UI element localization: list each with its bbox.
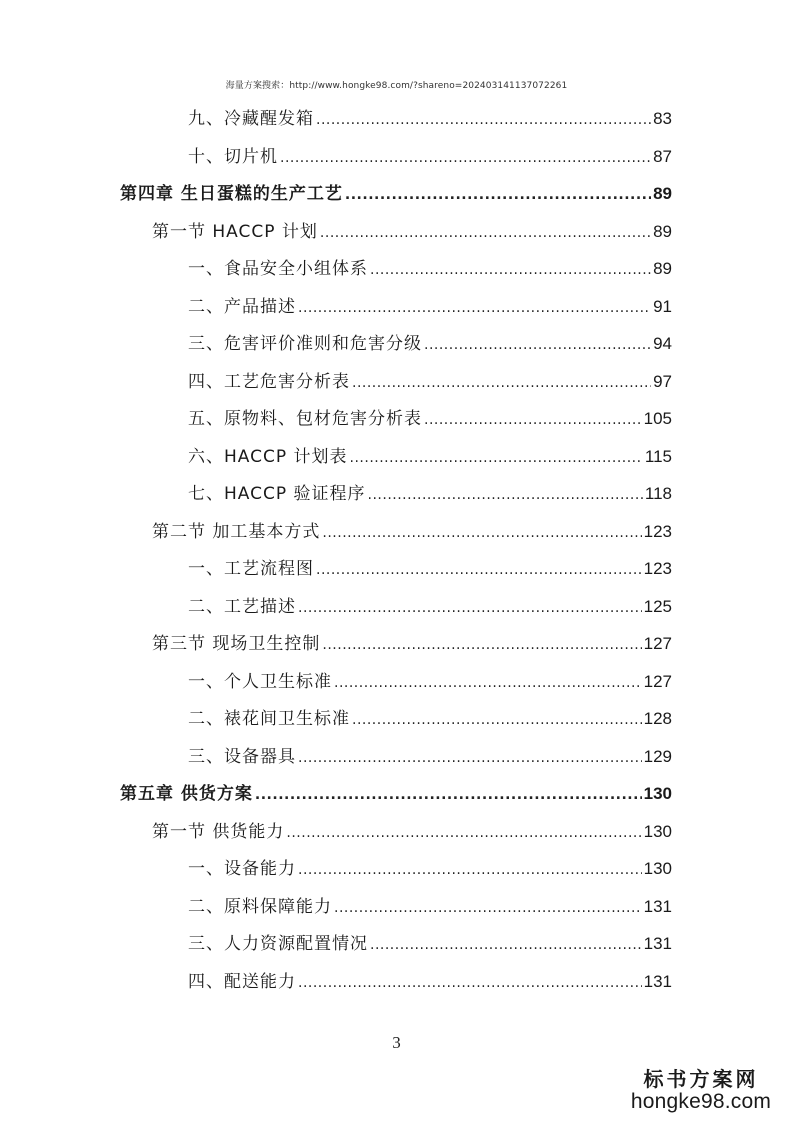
toc-entry[interactable] xyxy=(188,893,672,921)
toc-entry[interactable] xyxy=(188,968,672,996)
toc-entry[interactable] xyxy=(188,855,672,883)
toc-dot-leader xyxy=(298,594,642,622)
toc-entry-page: 83 xyxy=(653,109,672,128)
toc-dot-leader xyxy=(424,406,642,434)
toc-entry-title: 二、产品描述 xyxy=(188,296,296,317)
toc-dot-leader xyxy=(280,144,651,172)
toc-dot-leader xyxy=(255,781,642,809)
toc-entry-page: 89 xyxy=(653,184,672,203)
toc-entry[interactable] xyxy=(188,330,672,358)
toc-dot-leader xyxy=(370,256,651,284)
toc-entry-title: 六、HACCP 计划表 xyxy=(188,446,348,467)
toc-entry[interactable] xyxy=(188,593,672,621)
toc-dot-leader xyxy=(298,294,651,322)
toc-entry-page: 129 xyxy=(643,746,672,766)
toc-entry-page: 105 xyxy=(643,409,672,428)
toc-entry-page: 131 xyxy=(643,934,672,953)
toc-entry[interactable] xyxy=(188,405,672,433)
toc-entry-title: 第一节 HACCP 计划 xyxy=(152,221,318,242)
toc-entry[interactable] xyxy=(120,180,672,208)
toc-entry[interactable] xyxy=(188,480,672,508)
toc-entry-page: 87 xyxy=(653,146,672,166)
toc-entry-title: 一、个人卫生标准 xyxy=(188,671,332,692)
toc-entry-title: 五、原物料、包材危害分析表 xyxy=(188,409,422,429)
toc-dot-leader xyxy=(334,669,642,697)
page-number: 3 xyxy=(392,1033,401,1052)
toc-dot-leader xyxy=(370,931,642,959)
toc-dot-leader xyxy=(298,744,642,772)
toc-entry-title: 第二节 加工基本方式 xyxy=(152,521,321,542)
toc-entry-page: 130 xyxy=(643,821,672,841)
toc-entry-title: 三、设备器具 xyxy=(188,746,296,767)
toc-entry[interactable] xyxy=(188,105,672,133)
toc-entry-page: 115 xyxy=(644,446,672,466)
toc-entry-title: 第一节 供货能力 xyxy=(152,821,285,842)
toc-entry-title: 第三节 现场卫生控制 xyxy=(152,634,321,654)
toc-entry-page: 125 xyxy=(643,596,672,616)
toc-entry-page: 97 xyxy=(653,371,672,391)
watermark xyxy=(621,1068,781,1114)
toc-dot-leader xyxy=(286,819,641,847)
toc-entry-title: 第五章 供货方案 xyxy=(120,784,253,804)
toc-dot-leader xyxy=(298,969,642,997)
toc-entry[interactable] xyxy=(152,630,672,658)
toc-entry-page: 130 xyxy=(643,859,672,878)
toc-entry-page: 127 xyxy=(643,671,672,691)
toc-entry[interactable] xyxy=(188,555,672,583)
toc-entry[interactable] xyxy=(188,143,672,171)
toc-entry[interactable] xyxy=(188,668,672,696)
watermark-brand: 标书方案网 xyxy=(643,1067,759,1091)
toc-dot-leader xyxy=(352,369,651,397)
toc-entry-title: 三、人力资源配置情况 xyxy=(188,934,368,954)
toc-entry[interactable] xyxy=(152,518,672,546)
toc-dot-leader xyxy=(322,631,641,659)
toc-entry-page: 128 xyxy=(643,709,672,728)
toc-entry[interactable] xyxy=(188,705,672,733)
toc-entry-page: 123 xyxy=(643,521,672,541)
toc-dot-leader xyxy=(298,856,642,884)
toc-dot-leader xyxy=(322,519,641,547)
watermark-url: hongke98.com xyxy=(630,1090,772,1113)
toc-dot-leader xyxy=(345,181,651,209)
toc-entry[interactable] xyxy=(188,443,672,471)
toc-entry-title: 三、危害评价准则和危害分级 xyxy=(188,334,422,354)
toc-entry-title: 七、HACCP 验证程序 xyxy=(188,484,366,504)
toc-entry[interactable] xyxy=(188,368,672,396)
toc-dot-leader xyxy=(334,894,642,922)
toc-entry-page: 131 xyxy=(643,971,672,991)
toc-entry[interactable] xyxy=(152,218,672,246)
toc-dot-leader xyxy=(424,331,651,359)
toc-entry-page: 118 xyxy=(644,484,672,503)
toc-entry-title: 九、冷藏醒发箱 xyxy=(188,109,314,129)
toc-entry[interactable] xyxy=(188,930,672,958)
toc-dot-leader xyxy=(368,481,643,509)
toc-entry-title: 四、配送能力 xyxy=(188,971,296,992)
toc-entry[interactable] xyxy=(152,818,672,846)
toc-entry-title: 四、工艺危害分析表 xyxy=(188,371,350,392)
toc-entry-page: 91 xyxy=(653,296,672,316)
toc-entry-page: 127 xyxy=(643,634,672,653)
toc-entry-title: 二、裱花间卫生标准 xyxy=(188,709,350,729)
toc-dot-leader xyxy=(352,706,642,734)
toc-entry-title: 二、工艺描述 xyxy=(188,596,296,617)
toc-entry-page: 89 xyxy=(653,221,672,241)
toc-entry-page: 130 xyxy=(643,784,672,803)
toc-dot-leader xyxy=(320,219,651,247)
toc-entry-title: 一、设备能力 xyxy=(188,859,296,879)
toc-entry-page: 123 xyxy=(643,559,672,578)
toc-entry[interactable] xyxy=(188,255,672,283)
toc-entry-title: 一、食品安全小组体系 xyxy=(188,259,368,279)
toc-dot-leader xyxy=(316,106,651,134)
page-header: 海量方案搜索：http://www.hongke98.com/?shareno=202403141137072261 xyxy=(225,81,568,91)
toc-entry-title: 第四章 生日蛋糕的生产工艺 xyxy=(120,184,343,204)
toc-entry-title: 二、原料保障能力 xyxy=(188,896,332,917)
toc-entry-page: 131 xyxy=(643,896,672,916)
toc-dot-leader xyxy=(350,444,643,472)
toc-entry-page: 94 xyxy=(653,334,672,353)
toc-entry-title: 一、工艺流程图 xyxy=(188,559,314,579)
toc-entry-page: 89 xyxy=(653,259,672,278)
toc-dot-leader xyxy=(316,556,642,584)
toc-entry[interactable] xyxy=(188,743,672,771)
toc-entry[interactable] xyxy=(120,780,672,808)
toc-entry[interactable] xyxy=(188,293,672,321)
toc-entry-title: 十、切片机 xyxy=(188,146,278,167)
